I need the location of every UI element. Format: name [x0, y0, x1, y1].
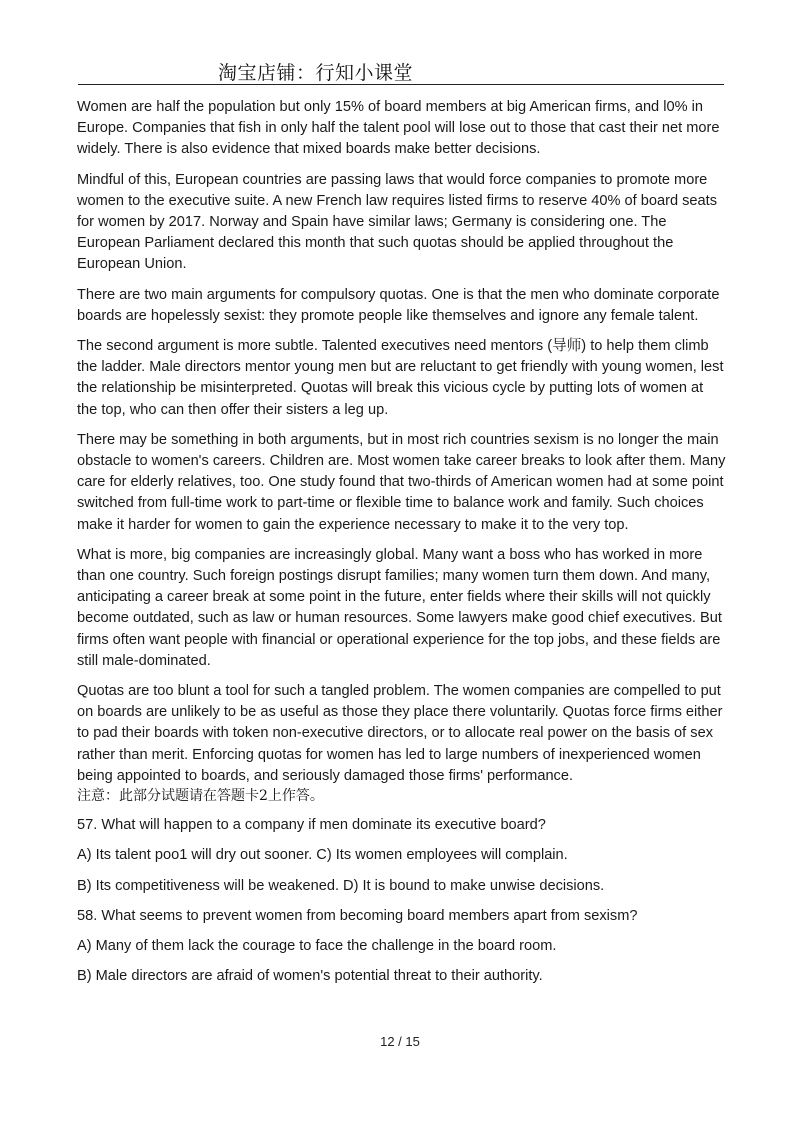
question-57-options-ac: A) Its talent poo1 will dry out sooner. C) Its women employees will complain. — [77, 847, 568, 864]
question-58: 58. What seems to prevent women from becoming board members apart from sexism? — [77, 907, 638, 924]
passage-paragraph: There are two main arguments for compulsory quotas. One is that the men who dominate corporate boards are hopelessly sexist: they promote people like themselves and ignore any female talent. — [77, 286, 720, 324]
passage-paragraph: Mindful of this, European countries are passing laws that would force companies to promote more women to the executive suite. A new French law requires listed firms to reserve 40% of board seats for women by 2017. Norway and Spain have similar laws; Germany is considering one. The European Parliament declared this month that such quotas should be applied throughout the European Union. — [77, 171, 718, 273]
document-body — [77, 97, 727, 996]
question-58-option-b: B) Male directors are afraid of women's potential threat to their authority. — [77, 968, 543, 985]
answer-sheet-note: 注意：此部分试题请在答题卡2上作答。 — [77, 788, 324, 805]
page-header — [78, 54, 724, 85]
passage-paragraph: There may be something in both arguments, but in most rich countries sexism is no longer the main obstacle to women's careers. Children are. Most women take career breaks to look after them. Many care for elderly relatives, too. One study found that two-thirds of American women had at some point switched from full-time work to part-time or flexible time to balance work and family. Such choices make it harder for women to gain the experience necessary to make it to the very top. — [77, 431, 726, 533]
question-57-options-bd: B) Its competitiveness will be weakened. D) It is bound to make unwise decisions. — [77, 877, 605, 894]
shop-title: 淘宝店铺：行知小课堂 — [218, 62, 414, 84]
question-58-option-a: A) Many of them lack the courage to face the challenge in the board room. — [77, 937, 557, 954]
passage-paragraph: What is more, big companies are increasingly global. Many want a boss who has worked in more than one country. Such foreign postings disrupt families; many women turn them down. And many, anticipating a career break at some point in the future, enter fields where their skills will not quickly become outdated, such as law or human resources. Some lawyers make good chief executives. But firms often want people with financial or operational experience for the top jobs, and these fields are still male-dominated. — [77, 546, 722, 669]
page-number: 12 / 15 — [380, 1034, 420, 1049]
question-57: 57. What will happen to a company if men dominate its executive board? — [77, 817, 546, 834]
passage-paragraph: Quotas are too blunt a tool for such a tangled problem. The women companies are compelled to put on boards are unlikely to be as useful as those they place there voluntarily. Quotas force firms either to pad their boards with token non-executive directors, or to allocate real power on the basis of sex rather than merit. Enforcing quotas for women has led to large numbers of inexperienced women being appointed to boards, and seriously damaged those firms' performance. — [77, 683, 723, 784]
passage-paragraph: Women are half the population but only 15% of board members at big American firms, and l0% in Europe. Companies that fish in only half the talent pool will lose out to those that cast their net more widely. There is also evidence that mixed boards make better decisions. — [77, 99, 720, 158]
passage-paragraph: The second argument is more subtle. Talented executives need mentors (导师) to help them climb the ladder. Male directors mentor young men but are reluctant to get friendly with young women, lest the relationship be misinterpreted. Quotas will break this vicious cycle by putting lots of women at the top, who can then offer their sisters a leg up. — [77, 338, 724, 418]
